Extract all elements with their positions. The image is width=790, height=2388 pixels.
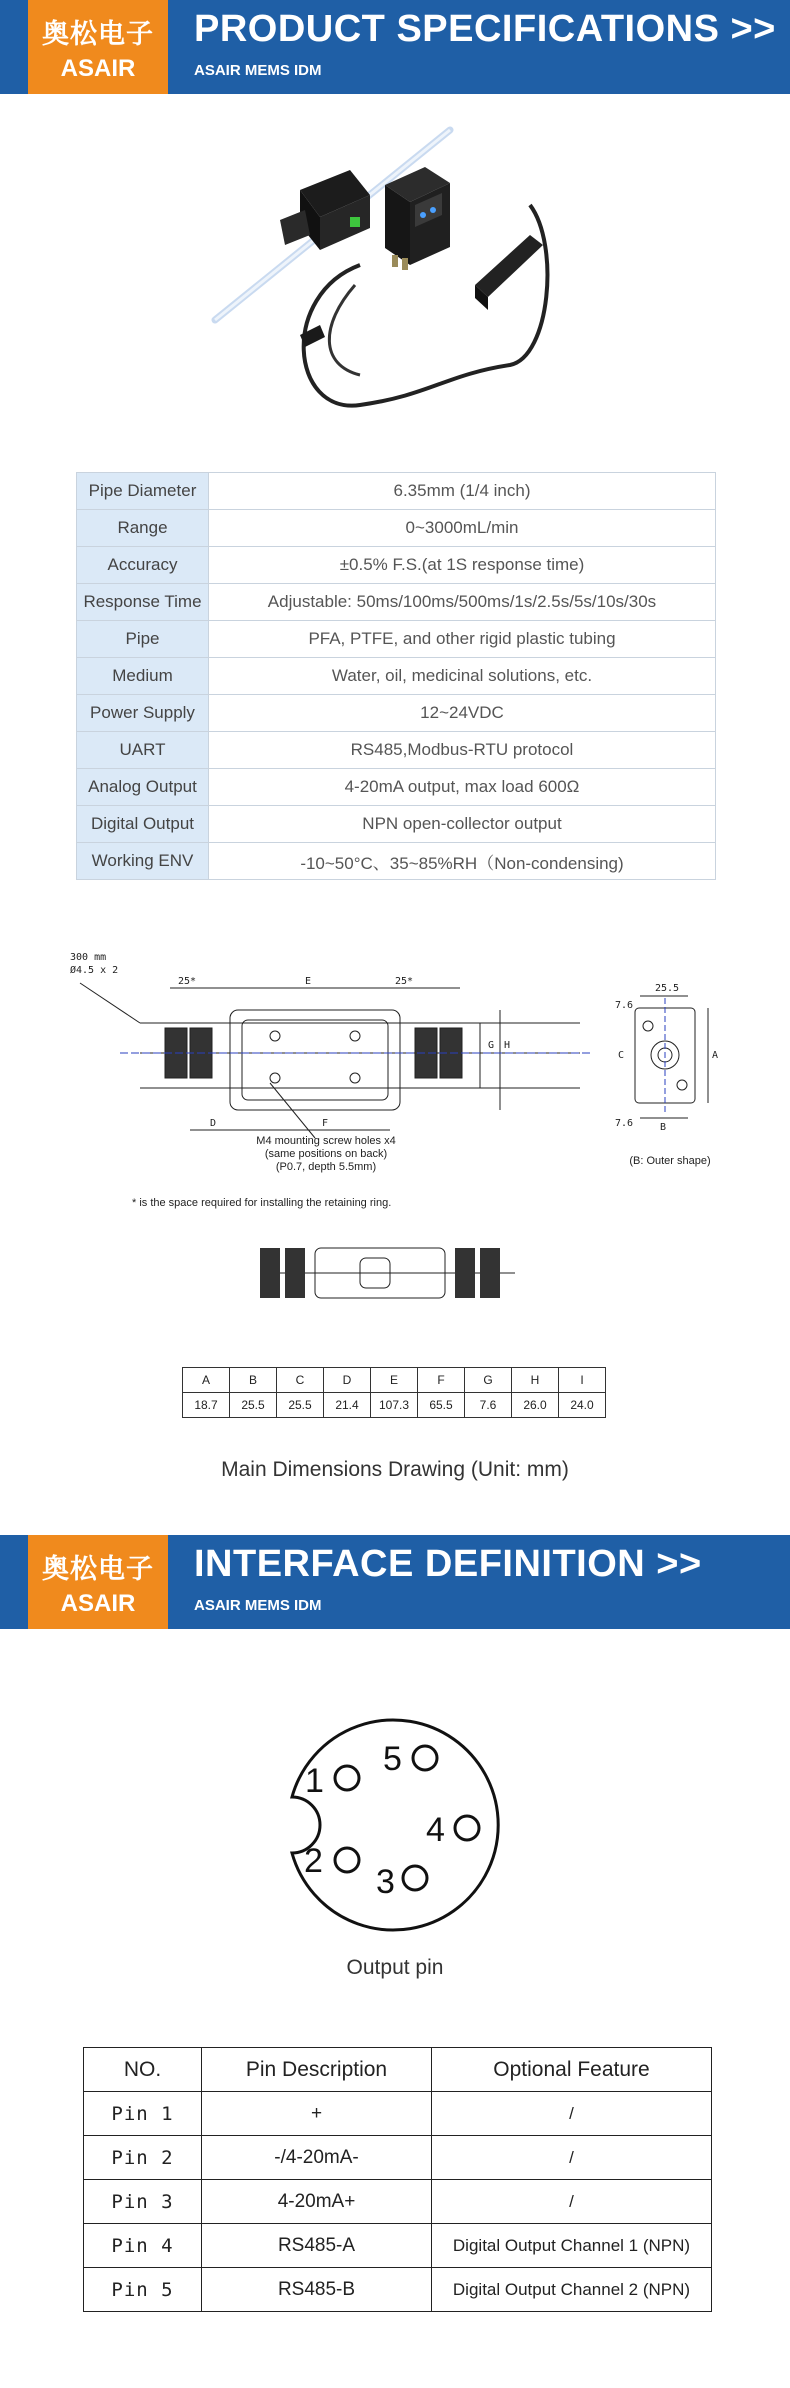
spec-label: Pipe Diameter bbox=[77, 473, 209, 510]
dimensions-value-row bbox=[183, 1393, 606, 1418]
spec-label: Digital Output bbox=[77, 806, 209, 843]
dimension-drawing bbox=[60, 948, 730, 1388]
pin-optional-feature: Digital Output Channel 2 (NPN) bbox=[432, 2268, 712, 2312]
column-header: Optional Feature bbox=[432, 2048, 712, 2092]
dim-header: B bbox=[230, 1368, 277, 1393]
screw-note: M4 mounting screw holes x4 bbox=[256, 1135, 396, 1147]
pin-optional-feature: / bbox=[432, 2092, 712, 2136]
pin-no: Pin 3 bbox=[84, 2180, 202, 2224]
table-row bbox=[84, 2224, 712, 2268]
dim-header: I bbox=[559, 1368, 606, 1393]
dim-value: 21.4 bbox=[324, 1393, 371, 1418]
dim-header: F bbox=[418, 1368, 465, 1393]
brand-logo bbox=[28, 0, 168, 94]
pin-no: Pin 5 bbox=[84, 2268, 202, 2312]
dimensions-table bbox=[182, 1367, 606, 1418]
spec-label: Power Supply bbox=[77, 695, 209, 732]
dim-header: C bbox=[277, 1368, 324, 1393]
pin-definition-table bbox=[83, 2047, 712, 2312]
dim-header: D bbox=[324, 1368, 371, 1393]
dim-header: H bbox=[512, 1368, 559, 1393]
spec-row bbox=[77, 621, 716, 658]
column-header: NO. bbox=[84, 2048, 202, 2092]
pin-no: Pin 4 bbox=[84, 2224, 202, 2268]
spec-label: Pipe bbox=[77, 621, 209, 658]
outer-shape-label: (B: Outer shape) bbox=[629, 1155, 711, 1167]
spec-value: NPN open-collector output bbox=[209, 806, 716, 843]
spec-label: Working ENV bbox=[77, 843, 209, 880]
table-row bbox=[84, 2136, 712, 2180]
header-banner bbox=[0, 1535, 790, 1629]
table-row bbox=[84, 2180, 712, 2224]
spec-value: 0~3000mL/min bbox=[209, 510, 716, 547]
pin-number: 3 bbox=[376, 1863, 395, 1901]
dim-value: 24.0 bbox=[559, 1393, 606, 1418]
dimensions-header-row bbox=[183, 1368, 606, 1393]
section-subtitle: ASAIR MEMS IDM bbox=[194, 62, 322, 79]
dim-label: C bbox=[618, 1050, 625, 1061]
dim-label: D bbox=[210, 1118, 217, 1129]
pinout-caption: Output pin bbox=[346, 1956, 444, 1979]
dim-label: 25.5 bbox=[655, 983, 680, 994]
pin-description: 4-20mA+ bbox=[202, 2180, 432, 2224]
pin-table-header-row bbox=[84, 2048, 712, 2092]
dim-header: G bbox=[465, 1368, 512, 1393]
spec-label: UART bbox=[77, 732, 209, 769]
dim-value: 7.6 bbox=[465, 1393, 512, 1418]
screw-note: (same positions on back) bbox=[264, 1148, 388, 1160]
dim-value: 65.5 bbox=[418, 1393, 465, 1418]
pin-number: 4 bbox=[426, 1811, 445, 1849]
pin-hole bbox=[335, 1766, 359, 1790]
spec-value: 6.35mm (1/4 inch) bbox=[209, 473, 716, 510]
pin-hole bbox=[455, 1816, 479, 1840]
dim-label: 7.6 bbox=[615, 1000, 634, 1011]
dim-label: 25* bbox=[178, 976, 197, 987]
spec-label: Analog Output bbox=[77, 769, 209, 806]
spec-row bbox=[77, 510, 716, 547]
logo-english: ASAIR bbox=[60, 55, 136, 82]
spec-value: -10~50°C、35~85%RH（Non-condensing) bbox=[209, 843, 716, 880]
spec-label: Range bbox=[77, 510, 209, 547]
spec-label: Response Time bbox=[77, 584, 209, 621]
dim-value: 25.5 bbox=[277, 1393, 324, 1418]
dim-value: 107.3 bbox=[371, 1393, 418, 1418]
pin-description: -/4-20mA- bbox=[202, 2136, 432, 2180]
pin-number: 5 bbox=[383, 1740, 402, 1778]
pin-hole bbox=[403, 1866, 427, 1890]
dim-label: B bbox=[660, 1122, 667, 1133]
pin-no: Pin 1 bbox=[84, 2092, 202, 2136]
logo-chinese: 奥松电子 bbox=[42, 1554, 154, 1585]
screw-note: (P0.7, depth 5.5mm) bbox=[275, 1161, 377, 1173]
spec-row bbox=[77, 658, 716, 695]
dim-label: 25* bbox=[395, 976, 414, 987]
spec-value: RS485,Modbus-RTU protocol bbox=[209, 732, 716, 769]
pin-no: Pin 2 bbox=[84, 2136, 202, 2180]
pin-optional-feature: / bbox=[432, 2136, 712, 2180]
spec-row bbox=[77, 547, 716, 584]
spec-row bbox=[77, 584, 716, 621]
column-header: Pin Description bbox=[202, 2048, 432, 2092]
dim-label: 7.6 bbox=[615, 1118, 634, 1129]
dim-value: 18.7 bbox=[183, 1393, 230, 1418]
logo-english: ASAIR bbox=[60, 1590, 136, 1617]
spec-value: ±0.5% F.S.(at 1S response time) bbox=[209, 547, 716, 584]
pin-description: + bbox=[202, 2092, 432, 2136]
dim-label: F bbox=[322, 1118, 329, 1129]
ring-note: * is the space required for installing the retaining ring. bbox=[132, 1197, 392, 1209]
spec-row bbox=[77, 806, 716, 843]
dimensions-caption: Main Dimensions Drawing (Unit: mm) bbox=[221, 1458, 569, 1481]
dim-label: G bbox=[488, 1040, 495, 1051]
cable-length-label: 300 mm bbox=[70, 952, 107, 963]
pin-optional-feature: / bbox=[432, 2180, 712, 2224]
dim-label: A bbox=[712, 1050, 719, 1061]
spec-label: Accuracy bbox=[77, 547, 209, 584]
pin-description: RS485-B bbox=[202, 2268, 432, 2312]
section-title: INTERFACE DEFINITION >> bbox=[194, 1543, 702, 1585]
logo-chinese: 奥松电子 bbox=[42, 19, 154, 50]
spec-row bbox=[77, 473, 716, 510]
pin-number: 2 bbox=[304, 1842, 323, 1880]
table-row bbox=[84, 2092, 712, 2136]
spec-row bbox=[77, 732, 716, 769]
spec-label: Medium bbox=[77, 658, 209, 695]
dim-header: A bbox=[183, 1368, 230, 1393]
dim-value: 26.0 bbox=[512, 1393, 559, 1418]
brand-logo bbox=[28, 1535, 168, 1629]
cable-diameter-label: Ø4.5 x 2 bbox=[70, 965, 119, 976]
spec-value: PFA, PTFE, and other rigid plastic tubing bbox=[209, 621, 716, 658]
pin-hole bbox=[413, 1746, 437, 1770]
section-title: PRODUCT SPECIFICATIONS >> bbox=[194, 8, 776, 50]
connector-pinout-diagram bbox=[270, 1700, 520, 1950]
header-banner bbox=[0, 0, 790, 94]
section-subtitle: ASAIR MEMS IDM bbox=[194, 1597, 322, 1614]
spec-row bbox=[77, 695, 716, 732]
spec-row bbox=[77, 769, 716, 806]
pin-optional-feature: Digital Output Channel 1 (NPN) bbox=[432, 2224, 712, 2268]
spec-value: 12~24VDC bbox=[209, 695, 716, 732]
dim-label: H bbox=[504, 1040, 511, 1051]
pin-hole bbox=[335, 1848, 359, 1872]
specifications-table bbox=[76, 472, 716, 880]
spec-value: 4-20mA output, max load 600Ω bbox=[209, 769, 716, 806]
spec-row bbox=[77, 843, 716, 880]
table-row bbox=[84, 2268, 712, 2312]
product-image bbox=[210, 125, 550, 415]
dim-header: E bbox=[371, 1368, 418, 1393]
pin-description: RS485-A bbox=[202, 2224, 432, 2268]
spec-value: Adjustable: 50ms/100ms/500ms/1s/2.5s/5s/10s/30s bbox=[209, 584, 716, 621]
dim-label: E bbox=[305, 976, 312, 987]
dim-value: 25.5 bbox=[230, 1393, 277, 1418]
spec-value: Water, oil, medicinal solutions, etc. bbox=[209, 658, 716, 695]
pin-number: 1 bbox=[305, 1762, 324, 1800]
